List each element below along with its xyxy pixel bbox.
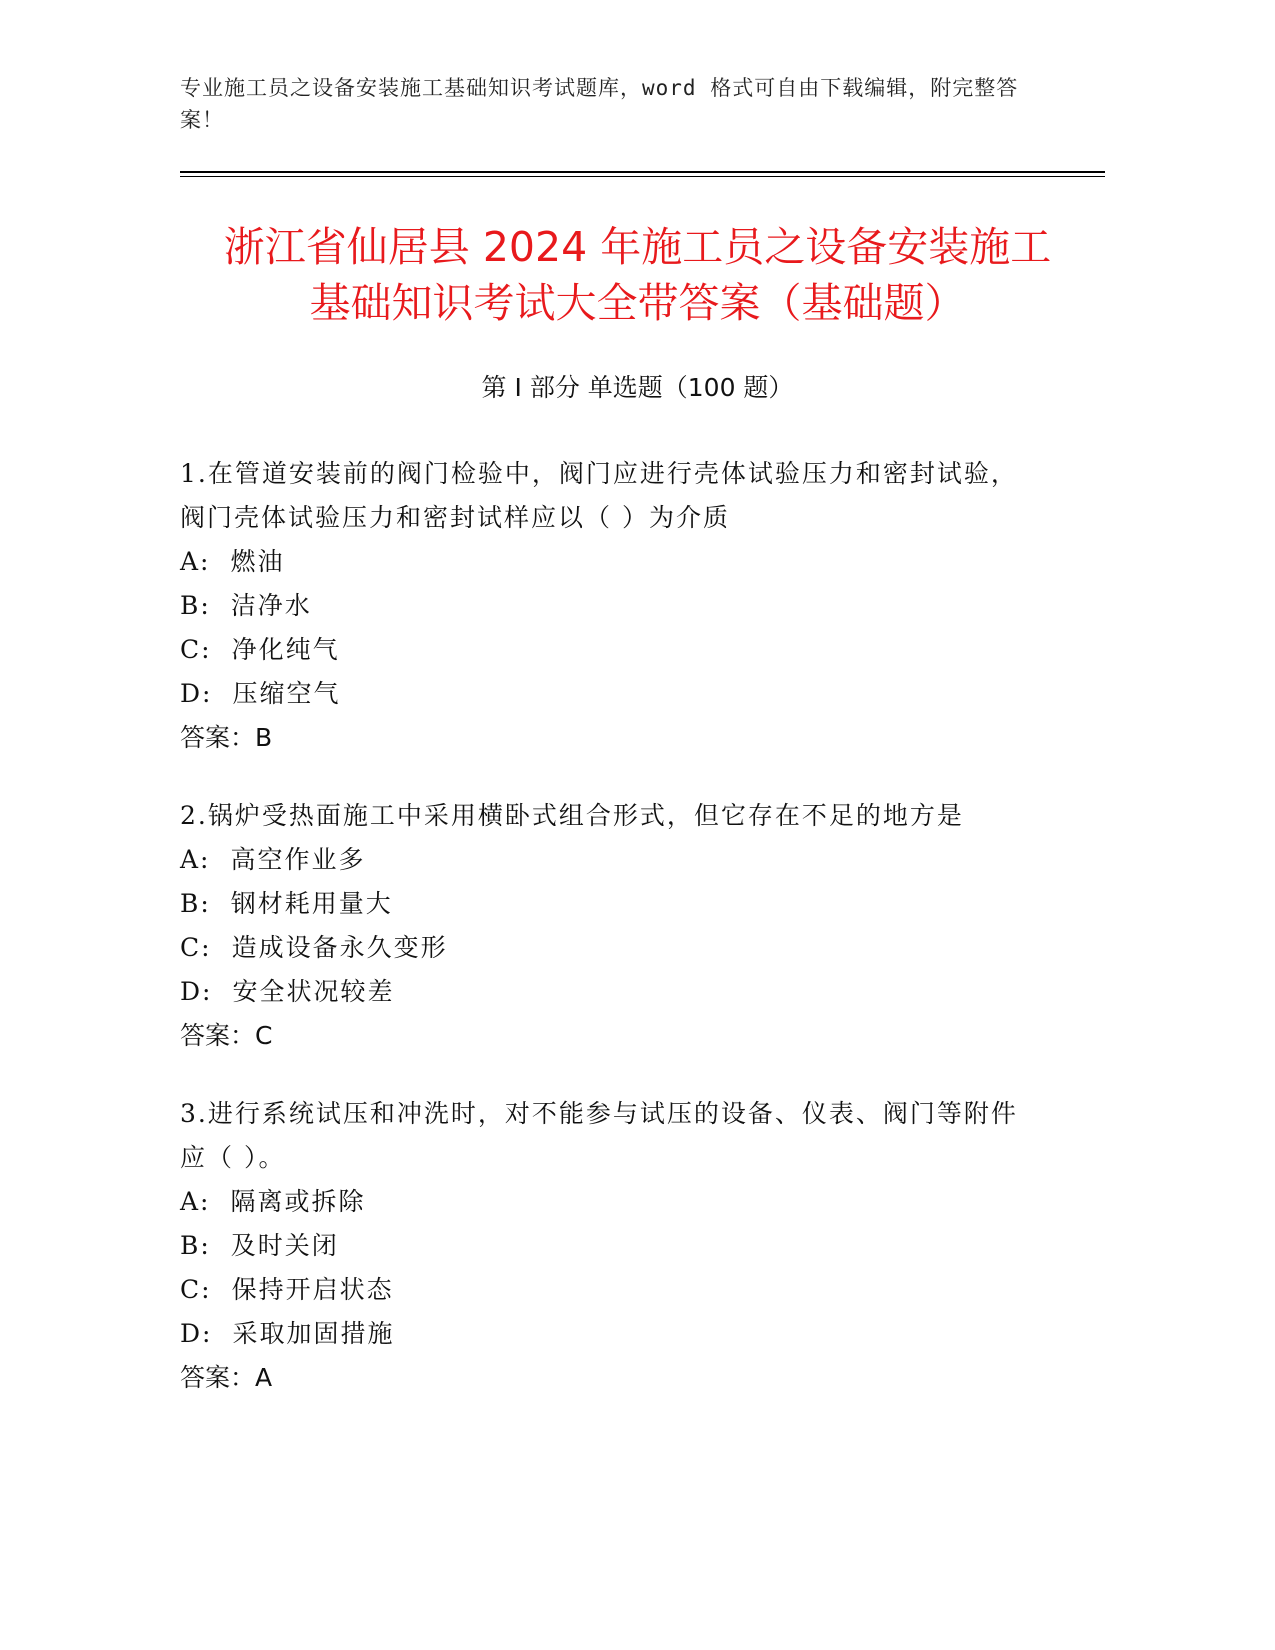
answer: 答案：A [180,1363,273,1392]
option-text: 钢材耗用量大 [230,889,393,918]
option-text: 造成设备永久变形 [231,933,448,962]
option-c [180,1268,1030,1312]
question-1 [180,452,1030,760]
option-d [180,970,1030,1014]
option-label: D: [180,679,213,708]
question-list [180,452,1030,1434]
option-label: C: [180,1275,212,1304]
document-title-line-2: 基础知识考试大全带答案（基础题） [309,279,966,328]
option-text: 隔离或拆除 [230,1187,366,1216]
document-title [150,219,1125,331]
header-rule-thin [180,176,1105,177]
option-label: B: [180,1231,211,1260]
document-title-line-1: 浙江省仙居县 2024 年施工员之设备安装施工 [223,223,1052,272]
option-b [180,1224,1030,1268]
question-3 [180,1092,1030,1400]
option-label: C: [180,635,212,664]
option-text: 及时关闭 [230,1231,339,1260]
option-c [180,628,1030,672]
question-2 [180,794,1030,1058]
option-b [180,584,1030,628]
option-label: C: [180,933,212,962]
option-d [180,672,1030,716]
option-a [180,838,1030,882]
option-label: A: [180,547,211,576]
option-text: 高空作业多 [230,845,366,874]
section-title: 第 I 部分 单选题（100 题） [481,373,794,402]
option-label: A: [180,845,211,874]
question-stem: 1.在管道安装前的阀门检验中，阀门应进行壳体试验压力和密封试验，阀门壳体试验压力和密封试样应以（ ）为介质 [180,459,1018,532]
option-a [180,540,1030,584]
option-text: 洁净水 [230,591,312,620]
option-label: B: [180,889,211,918]
option-text: 燃油 [230,547,285,576]
option-a [180,1180,1030,1224]
option-c [180,926,1030,970]
option-b [180,882,1030,926]
option-text: 净化纯气 [231,635,340,664]
answer: 答案：C [180,1021,273,1050]
option-text: 采取加固措施 [232,1319,395,1348]
option-text: 保持开启状态 [231,1275,394,1304]
option-label: D: [180,977,213,1006]
option-d [180,1312,1030,1356]
option-text: 安全状况较差 [232,977,395,1006]
option-label: B: [180,591,211,620]
question-stem: 3.进行系统试压和冲洗时，对不能参与试压的设备、仪表、阀门等附件应（ ）。 [180,1099,1018,1172]
option-text: 压缩空气 [232,679,341,708]
header-note: 专业施工员之设备安装施工基础知识考试题库，word 格式可自由下载编辑，附完整答案！ [180,76,1019,132]
option-label: A: [180,1187,211,1216]
answer: 答案：B [180,723,273,752]
question-stem: 2.锅炉受热面施工中采用横卧式组合形式，但它存在不足的地方是 [180,801,964,830]
option-label: D: [180,1319,213,1348]
header-rule-thick [180,171,1105,173]
